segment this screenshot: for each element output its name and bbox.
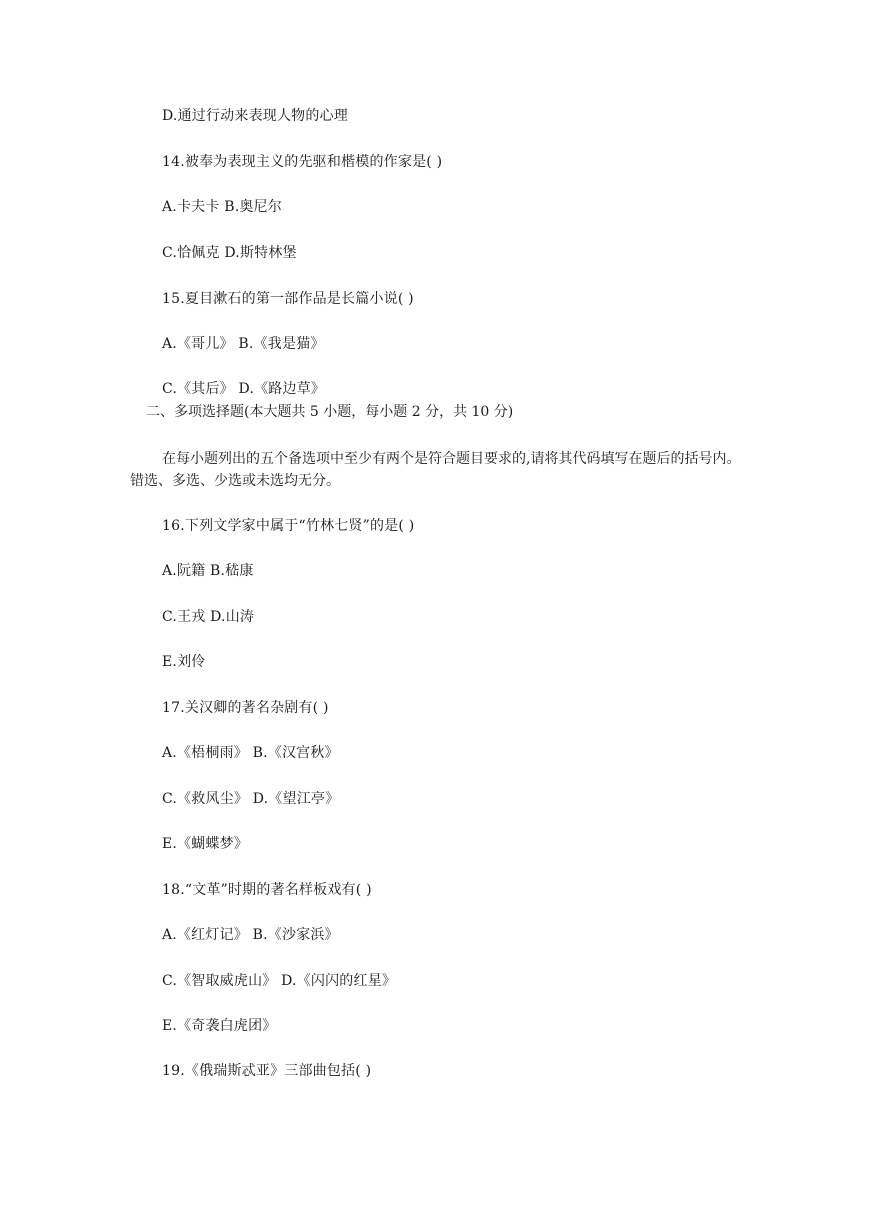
question-14-options-ab: A.卡夫卡 B.奥尼尔 bbox=[162, 199, 282, 215]
question-14-options-cd: C.恰佩克 D.斯特林堡 bbox=[162, 245, 297, 261]
question-16: 16.下列文学家中属于“竹林七贤”的是( ) bbox=[162, 518, 415, 534]
question-17-options-ab: A.《梧桐雨》 B.《汉宫秋》 bbox=[162, 745, 339, 761]
option-line-13d: D.通过行动来表现人物的心理 bbox=[162, 108, 348, 124]
question-17: 17.关汉卿的著名杂剧有( ) bbox=[162, 700, 329, 716]
question-19: 19.《俄瑞斯忒亚》三部曲包括( ) bbox=[162, 1063, 372, 1079]
question-17-option-e: E.《蝴蝶梦》 bbox=[162, 836, 249, 852]
question-18-option-e: E.《奇袭白虎团》 bbox=[162, 1018, 277, 1034]
question-18: 18.“文革”时期的著名样板戏有( ) bbox=[162, 882, 372, 898]
question-14: 14.被奉为表现主义的先驱和楷模的作家是( ) bbox=[162, 154, 443, 170]
question-16-option-e: E.刘伶 bbox=[162, 654, 206, 670]
question-15: 15.夏目漱石的第一部作品是长篇小说( ) bbox=[162, 291, 414, 307]
question-18-options-ab: A.《红灯记》 B.《沙家浜》 bbox=[162, 927, 339, 943]
section-heading-multiple-choice: 二、多项选择题(本大题共 5 小题，每小题 2 分，共 10 分) bbox=[146, 404, 514, 420]
question-17-options-cd: C.《救风尘》 D.《望江亭》 bbox=[162, 791, 340, 807]
question-15-options-cd: C.《其后》 D.《路边草》 bbox=[162, 381, 326, 397]
question-15-options-ab: A.《哥儿》 B.《我是猫》 bbox=[162, 336, 325, 352]
question-16-options-cd: C.王戎 D.山涛 bbox=[162, 609, 255, 625]
section-instructions: 在每小题列出的五个备选项中至少有两个是符合题目要求的,请将其代码填写在题后的括号内。错选、多选、少选或未选均无分。 bbox=[130, 451, 741, 489]
question-18-options-cd: C.《智取威虎山》 D.《闪闪的红星》 bbox=[162, 973, 397, 989]
question-16-options-ab: A.阮籍 B.嵇康 bbox=[162, 563, 254, 579]
